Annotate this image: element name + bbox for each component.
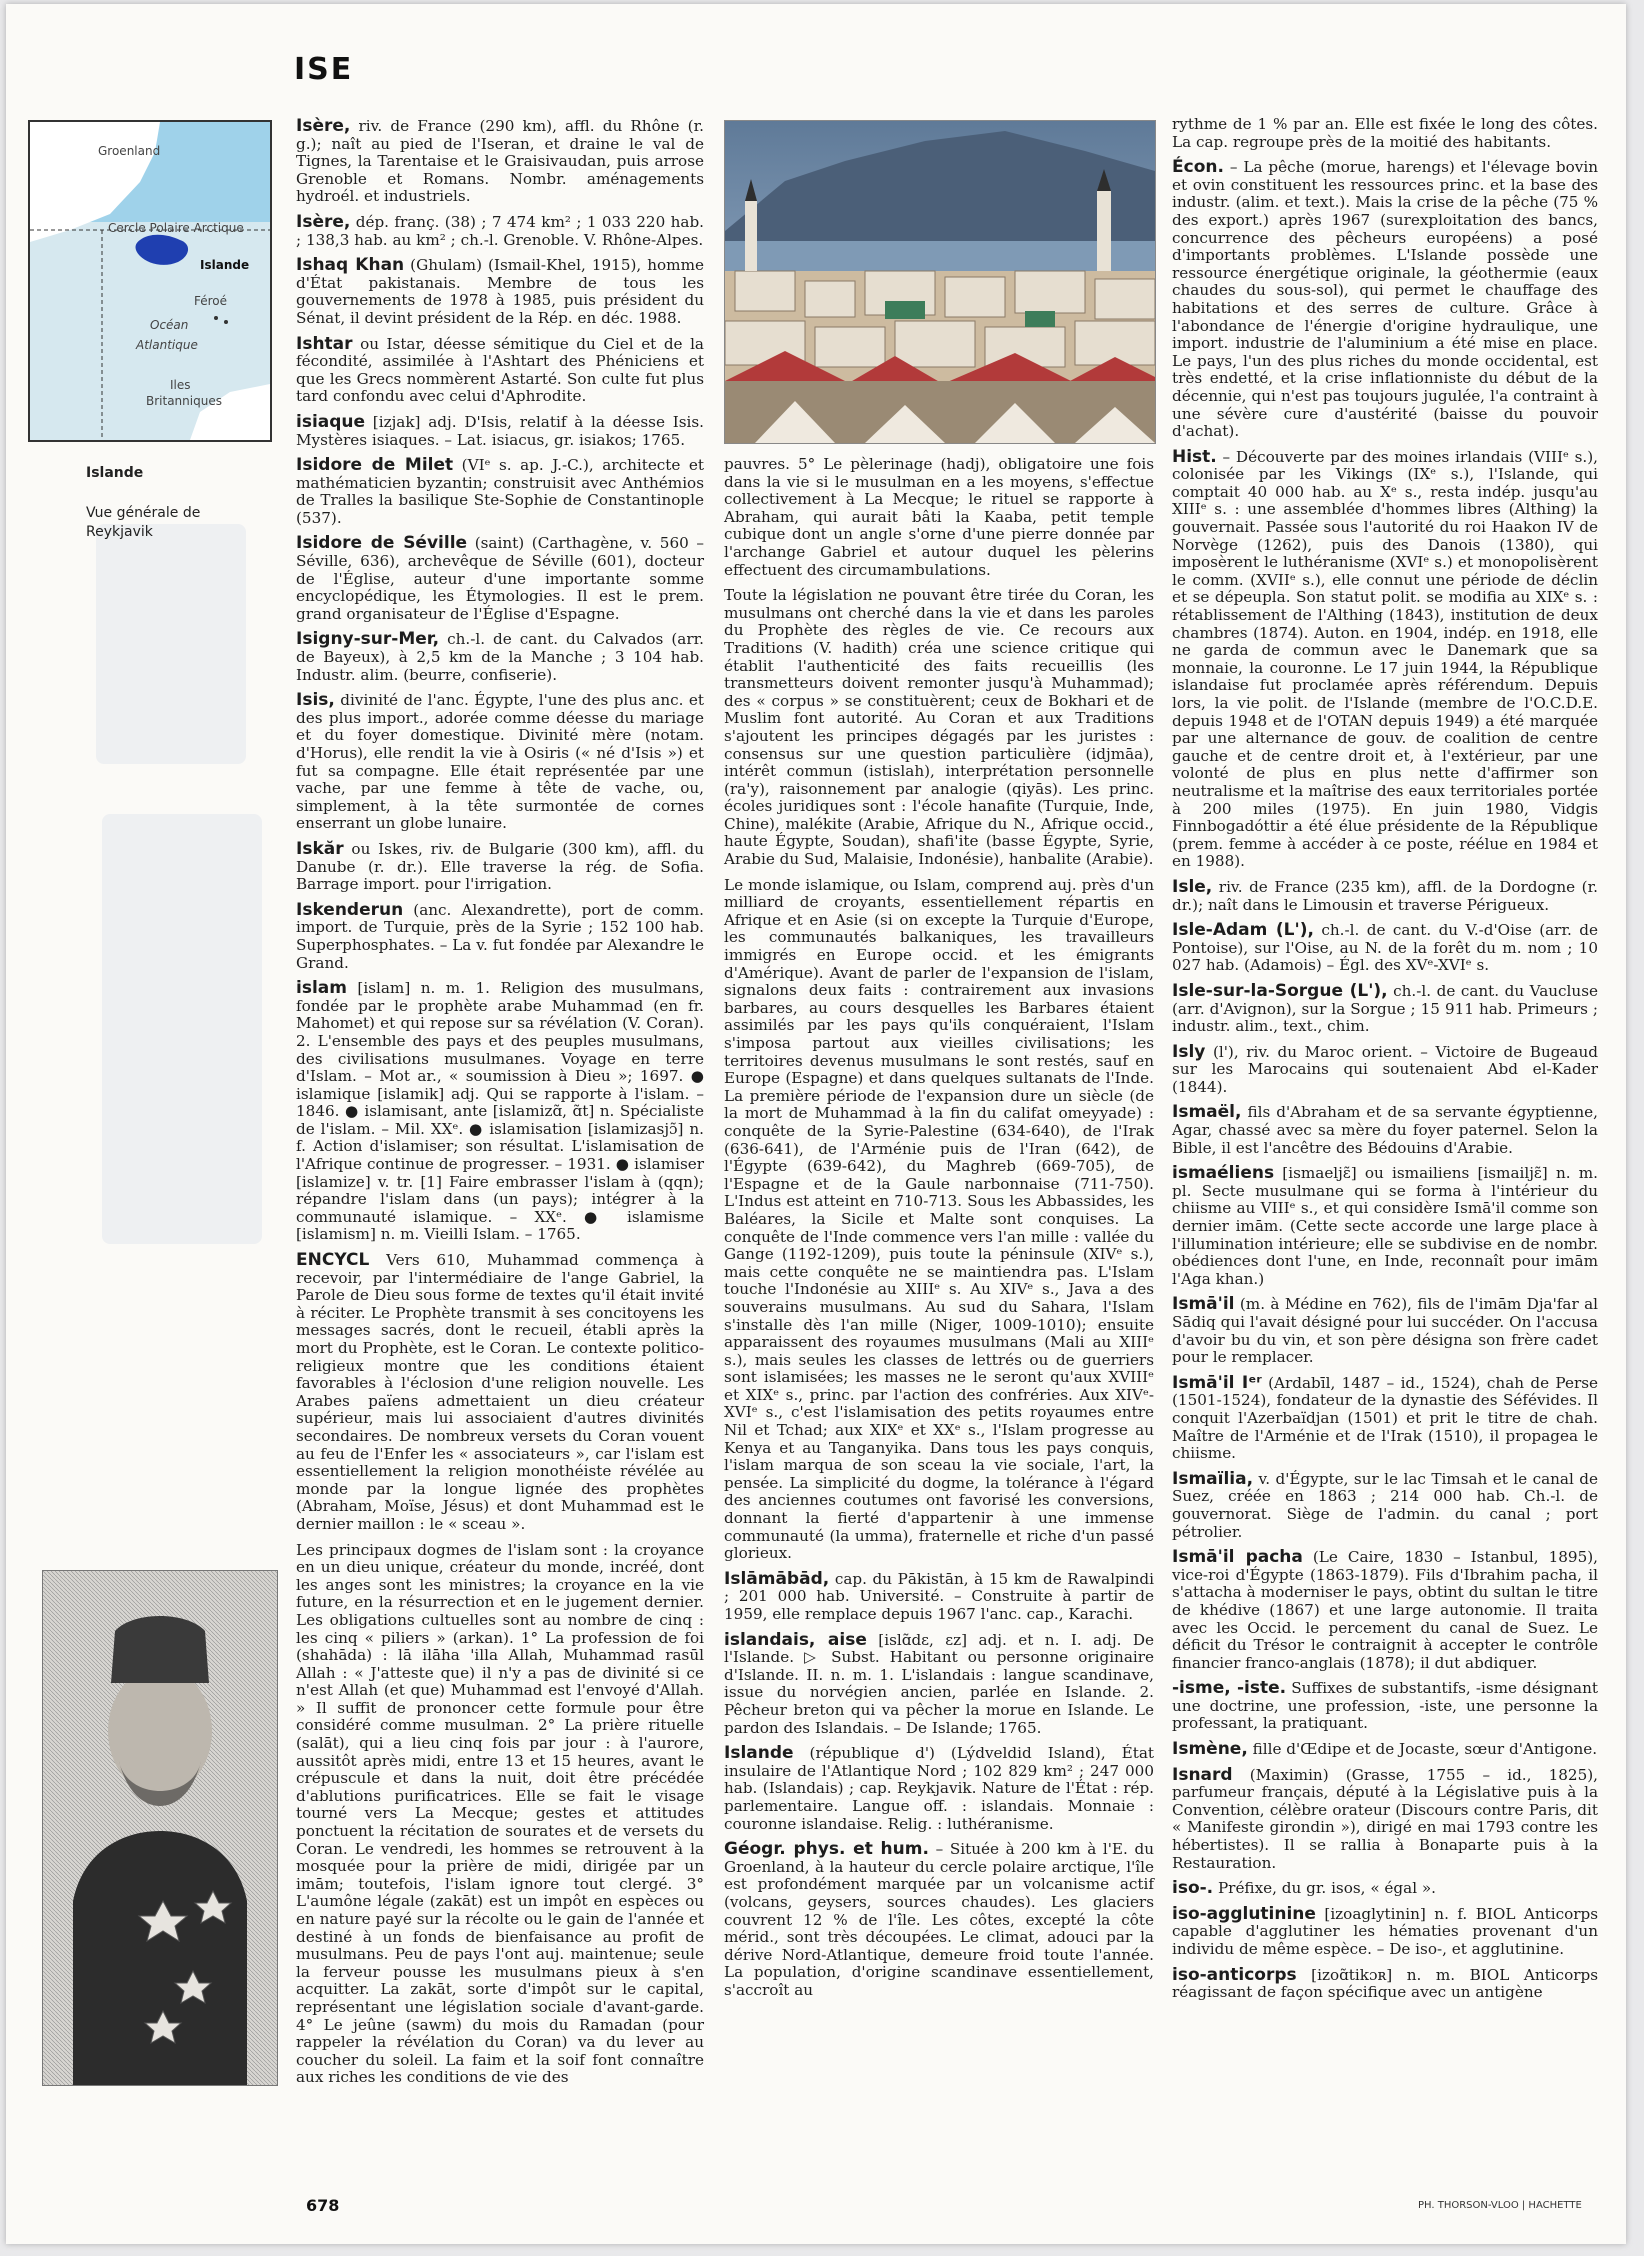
iceland-shape xyxy=(136,235,189,265)
entry-text: [ismaeljɛ̃] ou ismailiens [ismailjɛ̃] n. m. pl. Secte musulmane qui se forma à l'intérieur du chiisme au VIIIᵉ s., et qui considère Ismā'il comme son dernier imām. (Cette secte accorde une large place à l'illumination intérieure; elle se subdivise en de nombr. obédiences dont l'une, en Inde, reconnaît pour imām l'Aga khan.) xyxy=(1172,1164,1598,1288)
dictionary-entry xyxy=(1172,1165,1598,1288)
dictionary-column-1 xyxy=(296,118,704,2095)
entry-headword: Écon. xyxy=(1172,157,1224,178)
entry-headword: Isidore de Milet xyxy=(296,455,454,476)
entry-headword: Ishaq Khan xyxy=(296,255,405,276)
entry-text: (l'), riv. du Maroc orient. – Victoire de Bugeaud sur les Marocains qui soutenaient Abd el-Kader (1844). xyxy=(1172,1042,1598,1096)
dictionary-entry xyxy=(296,980,704,1244)
entry-text: divinité de l'anc. Égypte, l'une des plus anc. et des plus import., adorée comme déesse du mariage et du foyer domestique. Divinité mère (notam. d'Horus), elle rendit la vie à Osiris (« né d'Isis ») et fut sa compagne. Elle était représentée par une vache, par une femme à tête de vache, ou, simplement, à la tête surmontée de cornes enserrant un globe lunaire. xyxy=(296,691,704,833)
dictionary-entry xyxy=(296,692,704,833)
entry-headword: Isigny-sur-Mer, xyxy=(296,629,440,650)
dictionary-column-3 xyxy=(1172,116,1598,2010)
dictionary-entry xyxy=(1172,1964,1598,2002)
map-label-faroe: Féroé xyxy=(194,294,228,308)
entry-text: Suffixes de substantifs, -isme désignant une doctrine, une profession, -iste, une personne la professant, la pratiquant. xyxy=(1172,1679,1598,1733)
dictionary-entry xyxy=(1172,159,1598,441)
dictionary-entry xyxy=(296,457,704,527)
dictionary-entry xyxy=(296,631,704,684)
dictionary-entry xyxy=(296,535,704,623)
dictionary-entry xyxy=(1172,922,1598,975)
entry-headword: ismaéliens xyxy=(1172,1163,1275,1184)
page-number: 678 xyxy=(306,2196,340,2215)
entry-text: (Maximin) (Grasse, 1755 – id., 1825), parfumeur français, député à la Législative puis à la Convention, célèbre orateur (Discours contre Paris, dit « Manifeste girondin »), dirigé en mai 1793 contre les hébertistes). Il se rallia à Bonaparte puis à la Restauration. xyxy=(1172,1765,1598,1872)
entry-text: – La pêche (morue, harengs) et l'élevage bovin et ovin constituent les ressources princ. et la base des industr. (alim. et text.). Mais la crise de la pêche (75 % des export.) après 1967 (surexploitation des bancs, concurrence des pêcheurs européens) a posé d'importants problèmes. L'Islande possède une ressource énergétique originale, la géothermie (eaux chaudes du sous-sol), qui permet le chauffage des habitations et des serres de culture. Grâce à l'abondance de l'énergie d'origine hydraulique, une import. industrie de l'aluminium a été mise en place. Le pays, l'un des plus riches du monde occidental, est très endetté, et la crise inflationniste du début de la décennie, qui n'est pas toujours jugulée, l'a contraint à une sévère cure d'austérité (baisse du pouvoir d'achat). xyxy=(1172,158,1598,441)
dictionary-entry xyxy=(1172,1372,1598,1463)
entry-text: fils d'Abraham et de sa servante égyptienne, Agar, chassé avec sa mère du foyer paternel. Selon la Bible, il est l'ancêtre des Bédouins d'Arabie. xyxy=(1172,1103,1598,1157)
dictionary-entry xyxy=(296,838,704,894)
entry-headword: Isidore de Séville xyxy=(296,533,468,554)
map-label-greenland: Groenland xyxy=(98,144,161,158)
entry-text: [izoaglytinin] n. f. BIOL Anticorps capable d'agglutiner les hématies provenant d'un individu de même espèce. – De iso-, et agglutinine. xyxy=(1172,1904,1598,1958)
entry-headword: isiaque xyxy=(296,411,366,432)
dictionary-entry xyxy=(1172,116,1598,151)
dictionary-entry xyxy=(296,1252,704,1534)
entry-text: [izoɑ̃tikɔʀ] n. m. BIOL Anticorps réagissant de façon spécifique avec un antigène xyxy=(1172,1965,1598,2002)
dictionary-entry xyxy=(1172,1880,1598,1898)
dictionary-entry xyxy=(724,1629,1155,1738)
map-graphic xyxy=(30,122,270,440)
entry-headword: Isère, xyxy=(296,116,351,136)
entry-text: – Découverte par des moines irlandais (VIIIᵉ s.), colonisée par les Vikings (IXᵉ s.), l'Islande, qui comptait 40 000 hab. au Xᵉ s., resta indép. jusqu'au XIIIᵉ s. : une assemblée d'hommes libres (Althing) la gouvernait. Passée sous l'autorité du roi Haakon IV de Norvège (1262), puis des Danois (1380), qui imposèrent le luthéranisme (XVIᵉ s.) et monopolisèrent le comm. (XVIIᵉ s.), elle connut une période de déclin et se dépeupla. Son statut polit. se modifia au XIXᵉ s. : rétablissement de l'Althing (1843), institution de deux chambres (1874). Auton. en 1904, indép. en 1918, elle ne garda de commun avec le Danemark que sa monnaie, la couronne. Le 17 juin 1944, la République islandaise fut proclamée après référendum. Depuis lors, la vie polit. de l'Islande (membre de l'O.C.D.E. depuis 1948 et de l'OTAN depuis 1949) a été marquée par une alternance de gouv. de coalition de centre gauche et de centre droit et, à l'extérieur, par une volonté de plus en plus nette d'affirmer son neutralisme et la maîtrise des eaux territoriales portée à 200 miles (1975). En juin 1980, Vidgis Finnbogadóttir a été élue présidente de la République (prem. femme à accéder à ce poste, réélue en 1984 et en 1988). xyxy=(1172,447,1598,871)
map-label-britanniques: Britanniques xyxy=(146,394,222,408)
entry-headword: Isère, xyxy=(296,211,351,232)
dictionary-entry xyxy=(1172,1764,1598,1873)
entry-headword: Isis, xyxy=(296,690,335,711)
dictionary-entry xyxy=(1172,1549,1598,1672)
entry-text: riv. de France (290 km), affl. du Rhône (r. g.); naît au pied de l'Iseran, et draine le val de Tignes, la Tarentaise et le Graisivaudan, puis arrose Grenoble et Romans. Nombr. aménagements hydroél. et industriels. xyxy=(296,117,704,206)
entry-text: (saint) (Carthagène, v. 560 – Séville, 636), archevêque de Séville (601), docteur de l'Église, auteur d'une importante somme encyclopédique, les Étymologies. Il est le prem. grand organisateur de l'Église d'Espagne. xyxy=(296,534,704,623)
entry-headword: Iskăr xyxy=(296,838,344,859)
entry-text: (m. à Médine en 762), fils de l'imām Dja'far al Sādiq qui l'avait désigné pour lui succéder. On l'accusa d'avoir bu du vin, et son père désigna son frère cadet pour le remplacer. xyxy=(1172,1295,1598,1367)
entry-headword: Ismā'il pacha xyxy=(1172,1547,1303,1568)
entry-headword: Isle-Adam (L'), xyxy=(1172,920,1314,941)
entry-text: ou Iskes, riv. de Bulgarie (300 km), affl. du Danube (r. dr.). Elle traverse la rég. de Sofia. Barrage import. pour l'irrigation. xyxy=(296,839,704,894)
entry-headword: ENCYCL xyxy=(296,1250,370,1271)
entry-headword: -isme, -iste. xyxy=(1172,1678,1287,1699)
dictionary-entry xyxy=(1172,446,1598,871)
entry-headword: Hist. xyxy=(1172,446,1217,467)
entry-text: ch.-l. de cant. du Vaucluse (arr. d'Avignon), sur la Sorgue ; 15 911 hab. Primeurs ; industr. alim., text., chim. xyxy=(1172,981,1598,1036)
dictionary-entry xyxy=(1172,1041,1598,1097)
page xyxy=(6,4,1626,2244)
dictionary-entry xyxy=(1172,1468,1598,1541)
entry-headword: Ismaïlia, xyxy=(1172,1468,1254,1489)
entry-headword: Isle, xyxy=(1172,876,1213,897)
dictionary-entry xyxy=(296,411,704,449)
dictionary-entry xyxy=(724,1568,1154,1624)
entry-headword: islandais, aise xyxy=(724,1629,867,1650)
entry-text: Préfixe, du gr. isos, « égal ». xyxy=(1213,1879,1437,1898)
dictionary-entry xyxy=(1172,980,1598,1036)
reykjavik-photo xyxy=(724,120,1156,444)
entry-text: ou Istar, déesse sémitique du Ciel et de la fécondité, assimilée à l'Ashtart des Phéniciens et que les Grecs nommèrent Astarté. Son culte fut plus tard confondu avec celui d'Aphrodite. xyxy=(296,334,704,406)
photo-caption-text: Vue générale de Reykjavik xyxy=(86,504,201,541)
dictionary-entry xyxy=(296,211,704,249)
entry-text: [islam] n. m. 1. Religion des musulmans, fondée par le prophète arabe Muhammad (en fr. Mahomet) et qui repose sur sa révélation (V. Coran). 2. L'ensemble des pays et des peuples musulmans, des civilisations musulmanes. Voyage en terre d'Islam. – Mot ar., « soumission à Dieu »; 1697. ● islamique [islamik] adj. Qui se rapporte à l'islam. – 1846. ● islamisant, ante [islamizɑ̃, ɑ̃t] n. Spécialiste de l'islam. – Mil. XXᵉ. ● islamisation [islamizasjɔ̃] n. f. Action d'islamiser; son résultat. L'islamisation de l'Afrique continue de progresser. – 1931. ● islamiser [islamize] v. tr. [1] Faire embrasser l'islam à (qqn); répandre l'islam dans (un pays); intégrer à la communauté islamique. – XXᵉ. ● islamisme [islamism] n. m. Vieilli Islam. – 1765. xyxy=(296,979,704,1244)
entry-text: cap. du Pākistān, à 15 km de Rawalpindi ; 201 000 hab. Université. – Construite à partir de 1959, elle remplace depuis 1967 l'anc. cap., Karachi. xyxy=(724,1569,1154,1623)
entry-headword: Isly xyxy=(1172,1041,1206,1062)
entry-headword: iso-anticorps xyxy=(1172,1964,1297,1985)
iceland-location-map xyxy=(28,120,272,442)
dictionary-entry xyxy=(296,1542,704,2087)
dictionary-entry xyxy=(1172,876,1598,914)
dictionary-entry xyxy=(1172,1680,1598,1733)
dictionary-entry xyxy=(724,877,1154,1563)
entry-headword: iso-. xyxy=(1172,1878,1214,1899)
entry-text: Vers 610, Muhammad commença à recevoir, par l'intermédiaire de l'ange Gabriel, la Parole de Dieu sous forme de textes qu'il était invité à réciter. Le Prophète transmit à ses concitoyens les messages sacrés, dont le recueil, établi après la mort du Prophète, est le Coran. Le contexte politico-religieux montre que les conditions étaient favorables à l'éclosion d'une religion nouvelle. Les Arabes païens admettaient un dieu créateur supérieur, mais lui associaient d'autres divinités secondaires. De nombreux versets du Coran vouent au feu de l'Enfer les « associateurs », car l'islam est essentiellement la religion monothéiste révélée au monde par la longue lignée des prophètes (Abraham, Moïse, Jésus) et dont Muhammad est le dernier maillon : le « sceau ». xyxy=(296,1251,704,1533)
entry-text: dép. franç. (38) ; 7 474 km² ; 1 033 220 hab. ; 138,3 hab. au km² ; ch.-l. Grenoble. V. Rhône-Alpes. xyxy=(296,212,704,249)
dictionary-entry xyxy=(296,899,704,972)
entry-text: (anc. Alexandrette), port de comm. import. de Turquie, près de la Syrie ; 152 100 hab. Superphosphates. – La v. fut fondée par Alexandre le Grand. xyxy=(296,900,704,972)
entry-headword: iso-agglutinine xyxy=(1172,1903,1316,1924)
map-label-arctic-circle: Cercle Polaire Arctique xyxy=(108,221,244,235)
dictionary-entry xyxy=(1172,1903,1598,1959)
entry-text: (VIᵉ s. ap. J.-C.), architecte et mathématicien byzantin; construisit avec Anthémios de Tralles la basilique Ste-Sophie de Constantinople (537). xyxy=(296,456,705,527)
british-isles-shape xyxy=(190,384,270,440)
entry-headword: Islande xyxy=(724,1743,794,1764)
map-label-ocean: Océan xyxy=(150,318,189,332)
entry-text: ch.-l. de cant. du V.-d'Oise (arr. de Pontoise), sur l'Oise, au N. de la forêt du m. nom ; 10 027 hab. (Adamois) – Égl. des XVᵉ-XVIᵉ s. xyxy=(1172,921,1598,975)
entry-text: (Ghulam) (Ismail-Khel, 1915), homme d'État pakistanais. Membre de tous les gouvernements de 1978 à 1985, puis président du Sénat, il devint président de la Rép. en déc. 1988. xyxy=(296,256,704,327)
entry-headword: Ishtar xyxy=(296,333,353,354)
photo-caption-title: Islande xyxy=(86,465,144,481)
entry-headword: islam xyxy=(296,978,347,999)
photo-caption xyxy=(86,464,256,543)
dictionary-entry xyxy=(1172,1104,1598,1157)
entry-text: rythme de 1 % par an. Elle est fixée le long des côtes. La cap. regroupe près de la moitié des habitants. xyxy=(1172,115,1598,151)
faded-margin-figure xyxy=(102,814,262,1244)
dictionary-entry xyxy=(1172,1741,1598,1759)
entry-headword: Ismā'il Iᵉʳ xyxy=(1172,1372,1262,1393)
entry-text: Les principaux dogmes de l'islam sont : la croyance en un dieu unique, créateur du monde, incréé, dont les anges sont les ministres; la croyance en la vie future, en la résurrection et en le jugement dernier. Les obligations cultuelles sont au nombre de cinq : les cinq « piliers » (arkan). 1° La profession de foi (shahāda) : lā ilāha 'illa Allah, Muhammad rasūl Allah : « J'atteste que) il n'y a pas de divinité si ce n'est Allah (et que) Muhammad est l'envoyé d'Allah. » Il suffit de prononcer cette formule pour être considéré comme musulman. 2° La prière rituelle (salāt), qui a lieu cinq fois par jour : à l'aurore, aussitôt après midi, entre 13 et 15 heures, avant le crépuscule et dans la nuit, doit être précédée d'ablutions purificatrices. Elle se fait le visage tourné vers La Mecque; gestes et attitudes ponctuent la récitation de sourates et de versets du Coran. Le vendredi, les hommes se retrouvent à la mosquée pour la prière de midi, dirigée par un imām; toutefois, l'islam ignore tout clergé. 3° L'aumône légale (zakāt) est un impôt en espèces ou en nature payé sur la récolte ou le gain de l'année et destiné à un fonds de bienfaisance au profit de musulmans. Peu de pays l'ont auj. maintenue; seule la ferveur pousse les musulmans pieux à s'en acquitter. La zakāt, sorte d'impôt sur le capital, représentant une législation sociale d'avant-garde. 4° Le jeûne (sawm) du mois du Ramadan (pour rappeler la révélation du Coran) va du lever au coucher du soleil. La faim et la soif font connaître aux riches les conditions de vie des xyxy=(296,1540,704,2087)
dictionary-entry xyxy=(724,1841,1154,1999)
entry-text: pauvres. 5° Le pèlerinage (hadj), obligatoire une fois dans la vie si le musulman en a les moyens, s'effectue collectivement à La Mecque; le rituel se rapporte à Abraham, qui aurait bâti la Kaaba, petit temple cubique dont un angle s'orne d'une pierre donnée par l'archange Gabriel et autour duquel les pèlerins effectuent des circumambulations. xyxy=(724,455,1154,579)
entry-headword: Islāmābād, xyxy=(724,1568,830,1589)
map-label-atlantic: Atlantique xyxy=(136,338,198,352)
entry-text: fille d'Œdipe et de Jocaste, sœur d'Antigone. xyxy=(1247,1740,1598,1759)
entry-text: [izjak] adj. D'Isis, relatif à la déesse Isis. Mystères isiaques. – Lat. isiacus, gr. isiakos; 1765. xyxy=(296,412,704,449)
entry-text: [islɑ̃dɛ, ɛz] adj. et n. I. adj. De l'Islande. ▷ Subst. Habitant ou personne originaire d'Islande. II. n. m. 1. L'islandais : langue scandinave, issue du norvégien ancien, parlée en Islande. 2. Pêcheur breton qui va pêcher la morue en Islande. Le pardon des Islandais. – De Islande; 1765. xyxy=(724,1630,1155,1737)
entry-headword: Isnard xyxy=(1172,1764,1233,1785)
dictionary-entry xyxy=(296,257,704,327)
entry-headword: Ismaël, xyxy=(1172,1102,1242,1123)
dictionary-column-2 xyxy=(724,456,1154,2007)
dictionary-entry xyxy=(296,118,704,206)
entry-text: (Ardabīl, 1487 – id., 1524), chah de Perse (1501-1524), fondateur de la dynastie des Séfévides. Il conquit l'Azerbaïdjan (1501) et prit le titre de chah. Maître de l'Arménie et de l'Irak (1510), il propagea le chiisme. xyxy=(1172,1373,1598,1463)
entry-text: Le monde islamique, ou Islam, comprend auj. près d'un milliard de croyants, essentiellement répartis en Afrique et en Asie (si on excepte la Turquie d'Europe, les communautés balkaniques, les travailleurs immigrés en Europe occid. et les émigrants d'Amérique). Avant de parler de l'expansion de l'islam, signalons deux faits : contrairement aux invasions barbares, au cours desquelles les Barbares étaient assimilés par les pays qu'ils conquéraient, l'Islam s'imposa partout aux vieilles civilisations; les territoires devenus musulmans le sont restés, sauf en Europe (Espagne) et dans quelques sultanats de l'Inde. La première période de l'expansion dure un siècle (de la mort de Muhammad à la fin du califat omeyyade) : conquête de la Syrie-Palestine (634-640), de l'Irak (636-641), de l'Arménie puis de l'Iran (642), de l'Égypte (639-642), du Maghreb (669-705), de l'Espagne et de la Gaule narbonnaise (711-750). L'Indus est atteint en 710-713. Sous les Abbassides, les Baléares, la Sicile et Malte sont conquises. La conquête de l'Inde commence vers l'an mille : vallée du Gange (1192-1209), puis toute la péninsule (XIVᵉ s.), mais cette conquête ne se maintiendra pas. L'Islam touche l'Indonésie au XIIIᵉ s. Au XIVᵉ s., Java a des souverains musulmans. Au sud du Sahara, l'Islam s'installe dès l'an mille (Niger, 1009-1010); ensuite apparaissent des royaumes musulmans (Mali au XIIIᵉ s.), mais seules les classes de lettrés ou de guerriers sont islamisées; les masses ne le seront qu'aux XVIIIᵉ et XIXᵉ s., princ. par l'action des confréries. Aux XIVᵉ-XVIᵉ s., c'est l'islamisation des petits royaumes entre Nil et Tchad; aux XIXᵉ et XXᵉ s., l'Islam progresse au Kenya et au Tanganyika. Dans tous les pays conquis, l'islam marqua de son sceau la vie sociale, l'art, la pensée. La simplicité du dogme, la tolérance à l'égard des anciennes coutumes ont favorisé les conversions, donnant la fierté d'appartenir à une immense communauté (la umma), fraternelle et riche d'un passé glorieux. xyxy=(724,875,1154,1563)
entry-text: ch.-l. de cant. du Calvados (arr. de Bayeux), à 2,5 km de la Manche ; 3 104 hab. Industr. alim. (beurre, confiserie). xyxy=(296,630,704,684)
entry-text: v. d'Égypte, sur le lac Timsah et le canal de Suez, créée en 1863 ; 214 000 hab. Ch.-l. de gouvernorat. Siège de l'admin. du canal ; port pétrolier. xyxy=(1172,1469,1598,1541)
entry-text: (république d') (Lýdveldid Island), État insulaire de l'Atlantique Nord ; 102 829 km² ; 247 000 hab. (Islandais) ; cap. Reykjavik. Nature de l'État : rép. parlementaire. Langue off. : islandais. Monnaie : couronne islandaise. Relig. : luthéranisme. xyxy=(724,1744,1154,1833)
ismail-pacha-portrait xyxy=(42,1570,278,2086)
entry-text: – Située à 200 km à l'E. du Groenland, à la hauteur du cercle polaire arctique, l'île est profondément marquée par un volcanisme actif (volcans, geysers, sources chaudes). Les glaciers couvrent 12 % de l'île. Les côtes, excepté la côte mérid., sont très découpées. Le climat, adouci par la dérive Nord-Atlantique, demeure froid toute l'année. La population, d'origine scandinave essentiellement, s'accroît au xyxy=(724,1840,1154,1999)
dictionary-entry xyxy=(1172,1296,1598,1366)
entry-headword: Ismène, xyxy=(1172,1739,1248,1760)
running-head: ISE xyxy=(294,52,354,87)
entry-text: (Le Caire, 1830 – Istanbul, 1895), vice-roi d'Égypte (1863-1879). Fils d'Ibrahim pacha, il s'attacha à moderniser le pays, obtint du sultan le titre de khédive (1867) et une large autonomie. Il traita avec les Occid. le percement du canal de Suez. Le déficit du Trésor le contraignit à accepter le contrôle financier franco-anglais (1878); il dut abdiquer. xyxy=(1172,1548,1598,1672)
dictionary-entry xyxy=(724,456,1154,579)
entry-headword: Géogr. phys. et hum. xyxy=(724,1839,929,1860)
dictionary-entry xyxy=(724,587,1154,869)
map-label-iceland: Islande xyxy=(200,258,250,272)
entry-text: riv. de France (235 km), affl. de la Dordogne (r. dr.); naît dans le Limousin et traverse Périgueux. xyxy=(1172,877,1598,914)
photo-credit: PH. THORSON-VLOO | HACHETTE xyxy=(1418,2200,1582,2211)
dictionary-entry xyxy=(724,1745,1154,1833)
faded-margin-figure xyxy=(96,524,246,764)
entry-headword: Isle-sur-la-Sorgue (L'), xyxy=(1172,980,1388,1001)
entry-headword: Ismā'il xyxy=(1172,1294,1235,1315)
map-label-iles: Iles xyxy=(170,378,191,392)
dictionary-entry xyxy=(296,333,704,406)
entry-headword: Iskenderun xyxy=(296,899,404,920)
entry-text: Toute la législation ne pouvant être tirée du Coran, les musulmans ont cherché dans la vie et dans les paroles du Prophète des règles de vie. Ce recours aux Traditions (V. hadith) créa une science critique qui établit l'authenticité des faits recueillis (les transmetteurs doivent remonter jusqu'à Muhammad); des « corpus » se constituèrent; ceux de Bokhari et de Muslim font autorité. Au Coran et aux Traditions s'ajoutent les principes dégagés par les juristes : consensus sur une question particulière (idjmāa), intérêt commun (istislah), interprétation personnelle (ra'y), raisonnement par analogie (qiyās). Les princ. écoles juridiques sont : l'école hanafite (Turquie, Inde, Chine), malékite (Arabie, Afrique du N., Afrique occid., haute Égypte, Soudan), shafi'ite (basse Égypte, Syrie, Arabie du Sud, Malaisie, Indonésie), hanbalite (Arabie). xyxy=(724,586,1154,869)
